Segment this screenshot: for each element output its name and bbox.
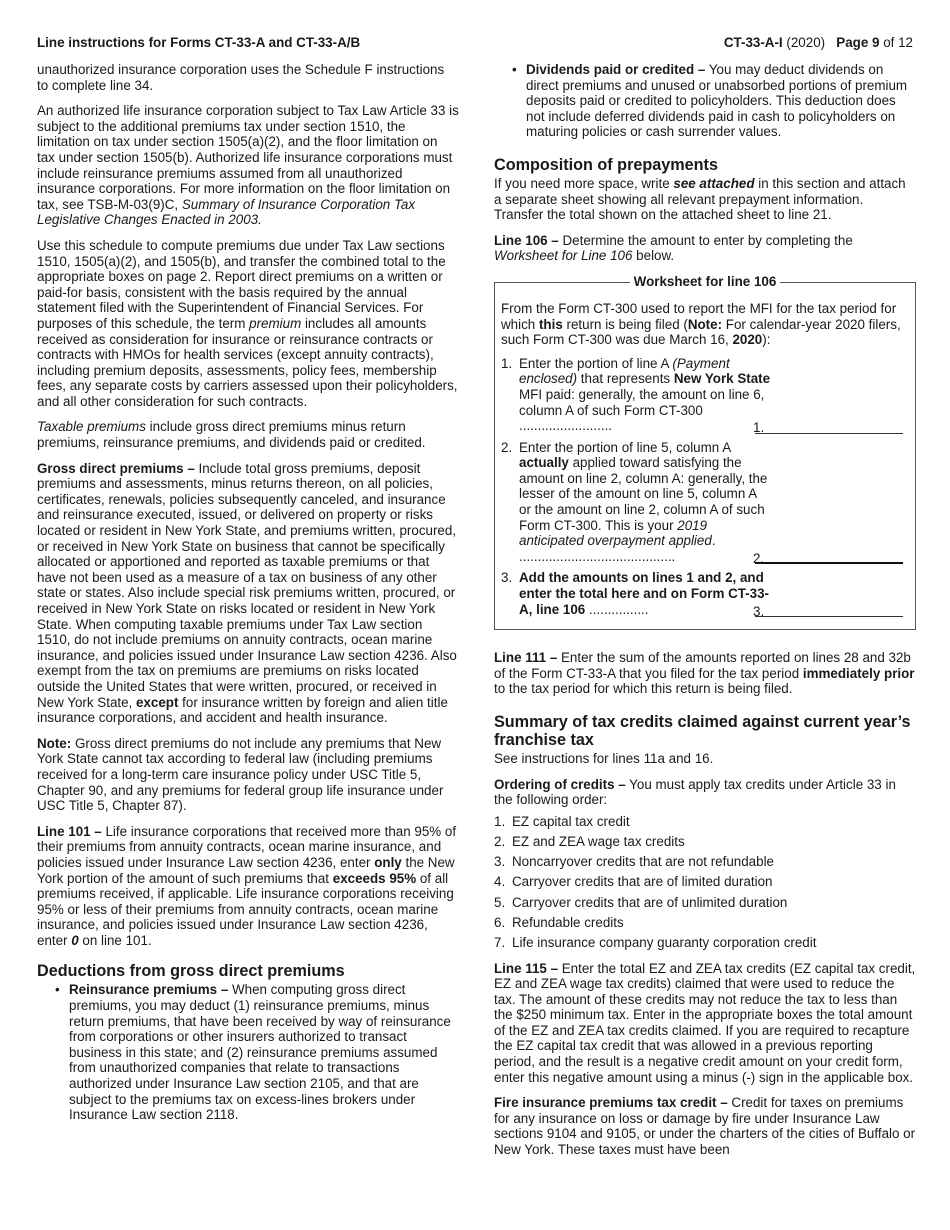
list-item-reinsurance: • Reinsurance premiums – When computing gross direct premiums, you may deduct (1) reinsurance premiums, minus return premiums, that have been received by way of reinsurance from corporations or other insurers authorized to transact business in this state; and (2) reinsurance premiums assumed from unauthorized companies that relate to transactions authorized under Insurance Law section 2105, and that are subject to the premiums tax on excess-lines brokers under Insurance Law section 2118. — [55, 982, 451, 1123]
page-total: of 12 — [883, 35, 913, 50]
worksheet-item-3: 3. Add the amounts on lines 1 and 2, and enter the total here and on Form CT-33-A, line 106 ................ 3. — [501, 570, 909, 617]
paragraph-ordering: Ordering of credits – You must apply tax credits under Article 33 in the following order: — [494, 776, 896, 808]
list-item: 3. Noncarryover credits that are not refundable — [494, 854, 775, 870]
list-item: 5. Carryover credits that are of unlimited duration — [494, 894, 788, 910]
left-column — [37, 62, 459, 1133]
form-id: CT-33-A-I — [723, 35, 783, 50]
worksheet-item-2: 2. Enter the portion of line 5, column A actually applied toward satisfying the amount on line 2, column A: generally, the lesser of the amount on line 5, column A or the amount on line 2, column A of such Form CT-300. This is your 2019 anticipated overpayment applied. .......................................... 2. — [501, 440, 909, 565]
paragraph-taxable-premiums: Taxable premiums include gross direct premiums minus return premiums, reinsurance premiums, and dividends paid or credited. — [37, 419, 426, 451]
line-number: 1. — [753, 420, 765, 436]
paragraph-continuation: unauthorized insurance corporation uses the Schedule F instructions to complete line 34. — [37, 62, 445, 93]
amount-entry-line-3[interactable] — [755, 615, 903, 617]
paragraph-fire-insurance: Fire insurance premiums tax credit – Credit for taxes on premiums for any insurance on loss or damage by fire under Insurance Law sections 9104 and 9105, or under the charters of the cities of Buffalo or New York. These taxes must have been — [494, 1095, 916, 1158]
list-item: 1. EZ capital tax credit — [494, 813, 630, 829]
paragraph-line-111: Line 111 – Enter the sum of the amounts reported on lines 28 and 32b of the Form CT-33-A that you filed for the tax period immediately prior to the tax period for which this return is being filed. — [494, 650, 915, 697]
list-item: 2. EZ and ZEA wage tax credits — [494, 833, 685, 849]
paragraph-see-instructions: See instructions for lines 11a and 16. — [494, 751, 714, 766]
credits-order-list — [494, 814, 916, 951]
worksheet-line-106 — [494, 273, 916, 630]
heading-summary-credits: Summary of tax credits claimed against current year’s franchise tax — [494, 713, 911, 749]
page-number: Page 9 — [836, 35, 880, 50]
line-number: 3. — [753, 603, 765, 619]
publication-title: Summary of Insurance Corporation Tax Legislative Changes Enacted in 2003. — [37, 196, 416, 228]
paragraph-gross-direct-premiums: Gross direct premiums – Include total gross premiums, deposit premiums and assessments, minus returns thereon, on all policies, certificates, renewals, policies subsequently canceled, and insurance and reinsurance executed, issued, or delivered on property or risks located or resident in New York State, and premiums written, procured, or received in New York State on business that cannot be specifically allocated or apportioned and reported as taxable premiums or that have not been used as a measure of a tax on business of any other state or states. Also include special risk premiums written, procured, or received in New York State on risks located or resident in New York State. When computing taxable premiums under Tax Law section 1510, do not include premiums on annuity contracts, ocean marine insurance, and policies issued under Insurance Law section 4236. Also exempt from the tax on premiums are premiums on risks located outside the United States that were written, procured, or received in New York State, except for insurance written by foreign and alien title insurance corporations, and accident and health insurance. — [37, 460, 457, 726]
heading-composition: Composition of prepayments — [494, 155, 718, 174]
list-item-dividends: • Dividends paid or credited – You may deduct dividends on direct premiums and unused or unabsorbed portions of premium deposits paid or credited to policyholders. This deduction does not include deferred dividends paid in cash to policyholders on maturing policies or cash surrender values. — [512, 62, 908, 140]
right-column — [494, 62, 916, 1168]
header-title: Line instructions for Forms CT-33-A and CT-33-A/B — [37, 35, 361, 50]
bullet-icon: • — [55, 982, 60, 998]
worksheet-intro: From the Form CT-300 used to report the MFI for the tax period for which this return is being filed (Note: For calendar-year 2020 filers, such Form CT-300 was due March 16, 2020): — [501, 300, 901, 348]
list-item: 6. Refundable credits — [494, 914, 624, 930]
paragraph-authorized-life: An authorized life insurance corporation subject to Tax Law Article 33 is subject to the additional premiums tax under section 1510, the limitation on tax under section 1505(a)(2), and the floor limitation on tax under section 1505(b). Authorized life insurance corporations must include reinsurance premiums assumed from all unauthorized insurance corporations. For more information on the floor limitation on tax, see TSB-M-03(9)C, Summary of Insurance Corporation Tax Legislative Changes Enacted in 2003. — [37, 103, 459, 228]
header-page-info — [724, 35, 913, 51]
page-header — [37, 35, 913, 53]
list-item: 4. Carryover credits that are of limited duration — [494, 874, 773, 890]
paragraph-composition: If you need more space, write see attached in this section and attach a separate sheet showing all relevant prepayment information. Transfer the total shown on the attached sheet to line 21. — [494, 175, 906, 223]
amount-entry-line-1[interactable] — [755, 432, 903, 434]
deductions-list — [37, 982, 459, 1122]
worksheet-title: Worksheet for line 106 — [495, 274, 915, 290]
bullet-icon: • — [512, 62, 517, 77]
list-item: 7. Life insurance company guaranty corporation credit — [494, 934, 817, 950]
paragraph-note: Note: Gross direct premiums do not include any premiums that New York State cannot tax according to federal law (including premiums received for a long-term care insurance policy under USC Title 5, Chapter 90, and any premiums for federal group life insurance under USC Title 5, Chapter 87). — [37, 735, 444, 814]
paragraph-line-101: Line 101 – Life insurance corporations that received more than 95% of their premiums from annuity contracts, ocean marine insurance, and policies issued under Insurance Law section 4236, enter only the New York portion of the amount of such premiums that exceeds 95% of all premiums received, if applicable. Life insurance corporations receiving 95% or less of their premiums from annuity contracts, ocean marine insurance, and policies issued under Insurance Law section 4236, enter 0 on line 101. — [37, 823, 457, 948]
paragraph-line-106: Line 106 – Determine the amount to enter by completing the Worksheet for Line 106 below. — [494, 232, 853, 264]
heading-deductions: Deductions from gross direct premiums — [37, 962, 345, 981]
paragraph-line-115: Line 115 – Enter the total EZ and ZEA tax credits (EZ capital tax credit, EZ and ZEA wage tax credits) claimed that were used to reduce the tax. The amount of these credits may not reduce the tax to less than the $250 minimum tax. Enter in the appropriate boxes the total amount of the EZ and ZEA tax credits claimed. If you are required to recapture the EZ capital tax credit that was allowed in a previous reporting period, and the result is a negative credit amount on your credit form, enter this negative amount using a minus (-) sign in the applicable box. — [494, 960, 916, 1085]
deductions-list-continued — [494, 62, 916, 140]
line-number: 2. — [753, 550, 765, 566]
form-year: (2020) — [786, 35, 826, 50]
paragraph-use-schedule: Use this schedule to compute premiums due under Tax Law sections 1510, 1505(a)(2), and 1505(b), and transfer the combined total to the appropriate boxes on page 2. Report direct premiums on a written or paid-for basis, consistent with the basis required by the annual statement filed with the Superintendent of Financial Services. For purposes of this schedule, the term premium includes all amounts received as consideration for insurance or reinsurance contracts or contracts with HMOs for health services (except annuity contracts), including premium deposits, assessments, policy fees, membership fees, any separate costs by carriers assessed upon their policyholders, and all other consideration for such contracts. — [37, 237, 458, 409]
worksheet-item-1: 1. Enter the portion of line A (Payment enclosed) that represents New York State MFI paid: generally, the amount on line 6, column A of such Form CT-300 ......................... 1. — [501, 356, 909, 434]
amount-entry-line-2[interactable] — [755, 561, 903, 564]
